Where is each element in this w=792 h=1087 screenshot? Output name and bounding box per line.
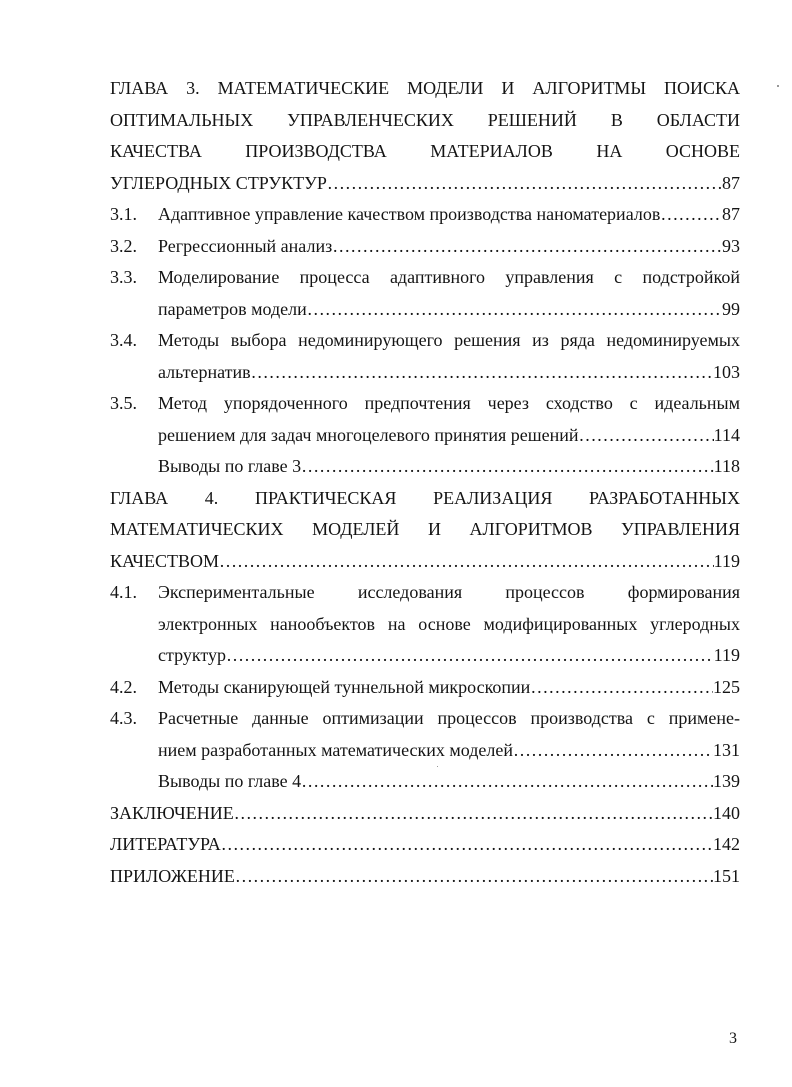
page-number: 3	[729, 1030, 737, 1047]
toc-entry-literature: ЛИТЕРАТУРА ………………………………………………………………………………………………………………………………………………………… 142	[110, 829, 740, 861]
section-number: 4.3.	[110, 708, 137, 728]
chapter-4-page: 119	[713, 550, 740, 571]
section-number: 4.1.	[110, 582, 137, 602]
toc-entry-conclusions-3: Выводы по главе 3 ………………………………………………………………………………………………………………………………………………………… 118	[110, 451, 740, 483]
section-page: 87	[722, 204, 740, 224]
section-number: 3.1.	[110, 204, 137, 224]
toc-entry-4-2	[110, 672, 740, 704]
section-page: 139	[713, 771, 740, 791]
section-title: Методы сканирующей туннельной микроскопии	[158, 676, 531, 697]
toc-entry-conclusion: ЗАКЛЮЧЕНИЕ ………………………………………………………………………………………………………………………………………………………… 140	[110, 798, 740, 830]
section-page: 125	[713, 676, 740, 697]
toc-entry-3-5	[110, 388, 740, 451]
section-page: 131	[713, 739, 740, 760]
toc-entry-4-3	[110, 703, 740, 766]
chapter-4-heading-line-2: МАТЕМАТИЧЕСКИХ МОДЕЛЕЙ И АЛГОРИТМОВ УПРАВЛЕНИЯ	[110, 519, 740, 539]
chapter-4-heading-line-1: ГЛАВА 4. ПРАКТИЧЕСКАЯ РЕАЛИЗАЦИЯ РАЗРАБОТАННЫХ	[110, 487, 740, 508]
toc-entry-4-1	[110, 577, 740, 672]
section-page: 103	[713, 361, 740, 382]
table-of-contents	[110, 73, 740, 892]
section-page: 142	[713, 834, 740, 854]
section-page: 118	[713, 456, 740, 476]
toc-entry-3-3	[110, 262, 740, 325]
section-title-line-2: электронных нанообъектов на основе модифицированных углеродных	[158, 613, 740, 634]
section-title-line-3: структур ………………………………………………………………………………………………………………………………………………………… 119	[158, 640, 740, 672]
section-title-line-2: решением для задач многоцелевого принятия решений ………………………………………………………………………………………………………………………………………………………… 114	[158, 420, 740, 452]
section-page: 151	[713, 865, 740, 886]
section-page: 99	[722, 298, 740, 319]
section-number: 3.4.	[110, 330, 137, 350]
section-page: 140	[713, 802, 740, 823]
toc-entry-3-4	[110, 325, 740, 388]
section-title-line-2: нием разработанных математических моделей ………………………………………………………………………………………………………………………………………………………… 131	[158, 735, 740, 767]
section-title: Регрессионный анализ	[158, 235, 333, 256]
chapter-3-heading-line-3: КАЧЕСТВА ПРОИЗВОДСТВА МАТЕРИАЛОВ НА ОСНОВЕ	[110, 141, 740, 161]
toc-entry-3-1	[110, 199, 740, 231]
section-page: 114	[713, 424, 740, 445]
section-title-line-1: Моделирование процесса адаптивного управления с подстройкой	[158, 267, 740, 287]
chapter-3-heading-line-4: УГЛЕРОДНЫХ СТРУКТУР ………………………………………………………………………………………………………………………………………………………… 87	[110, 168, 740, 200]
section-page: 119	[713, 645, 740, 665]
section-number: 4.2.	[110, 676, 137, 697]
toc-entry-3-2	[110, 231, 740, 263]
toc-entry-conclusions-4: Выводы по главе 4 ………………………………………………………………………………………………………………………………………………………… 139	[110, 766, 740, 798]
chapter-3-heading-line-1: ГЛАВА 3. МАТЕМАТИЧЕСКИЕ МОДЕЛИ И АЛГОРИТМЫ ПОИСКА	[110, 78, 740, 98]
chapter-3-heading-line-2: ОПТИМАЛЬНЫХ УПРАВЛЕНЧЕСКИХ РЕШЕНИЙ В ОБЛАСТИ	[110, 109, 740, 130]
section-title: Адаптивное управление качеством производства наноматериалов	[158, 204, 661, 224]
section-title-line-1: Методы выбора недоминирующего решения из ряда недоминируемых	[158, 330, 740, 350]
section-page: 93	[722, 235, 740, 256]
section-title-line-1: Экспериментальные исследования процессов формирования	[158, 582, 740, 602]
section-title-line-1: Расчетные данные оптимизации процессов производства с примене-	[158, 708, 740, 728]
scan-speck	[777, 85, 779, 87]
section-number: 3.2.	[110, 235, 137, 256]
chapter-4-heading-line-3: КАЧЕСТВОМ ………………………………………………………………………………………………………………………………………………………… 119	[110, 546, 740, 578]
chapter-3-page: 87	[722, 172, 740, 193]
section-title-line-1: Метод упорядоченного предпочтения через сходство с идеальным	[158, 393, 740, 413]
section-title-line-2: параметров модели ………………………………………………………………………………………………………………………………………………………… 99	[158, 294, 740, 326]
section-number: 3.3.	[110, 267, 137, 287]
section-title-line-2: альтернатив ………………………………………………………………………………………………………………………………………………………… 103	[158, 357, 740, 389]
toc-entry-appendix: ПРИЛОЖЕНИЕ ………………………………………………………………………………………………………………………………………………………… 151	[110, 861, 740, 893]
section-number: 3.5.	[110, 393, 137, 413]
